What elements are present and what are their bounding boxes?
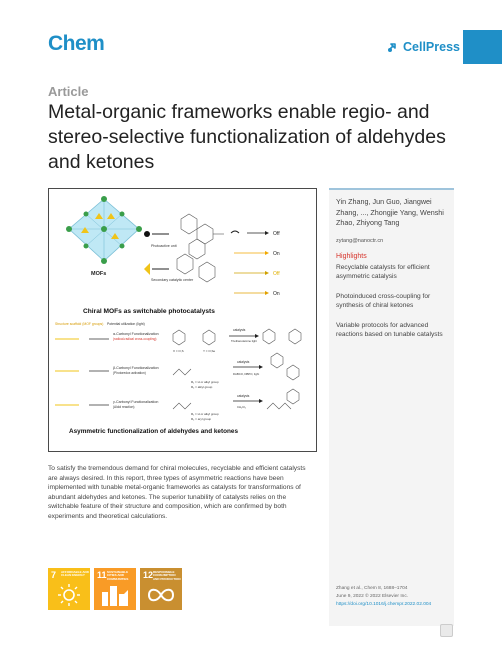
- row2-catalysts: catalysts: [237, 360, 250, 364]
- check-for-updates-icon[interactable]: [440, 624, 453, 637]
- col-catalysis-label: Potential utilization (light): [107, 322, 145, 326]
- sdg-badge-7[interactable]: [48, 568, 90, 610]
- row1-sub: (radical-radical cross-coupling): [113, 337, 157, 341]
- author-list[interactable]: Yin Zhang, Jun Guo, Jiangwei Zhang, ..., Zhongjie Yang, Wenshi Zhao, Zhiyong Tang: [336, 197, 444, 227]
- row2-title: β-Carbonyl Functionalization: [113, 366, 159, 370]
- sdg-badge-12[interactable]: [140, 568, 182, 610]
- sdg-number: 11: [97, 570, 107, 580]
- photoactive-dot-icon: [144, 231, 150, 237]
- doi-link[interactable]: https://doi.org/10.1016/j.chempr.2022.02.004: [336, 602, 432, 607]
- citation-date: June 9, 2022 © 2022 Elsevier Inc.: [336, 594, 409, 599]
- secondary-site-label: Secondary catalytic center: [151, 278, 194, 282]
- off-label-2: Off: [273, 271, 280, 277]
- citation-block: [336, 585, 431, 609]
- graphical-abstract: [48, 188, 317, 452]
- secondary-site-icon: [144, 263, 150, 275]
- cellpress-icon: [386, 40, 400, 54]
- row3-r1: R₁ = H or alkyl group: [191, 412, 219, 416]
- switch-row-2: [234, 251, 280, 257]
- row1-substrate-icon: [173, 330, 215, 345]
- sdg-badge-11[interactable]: [94, 568, 136, 610]
- highlight-item: Variable protocols for advanced reactions based on tunable catalysts: [336, 322, 443, 338]
- row3-conditions: CH₂Cl₂: [237, 405, 246, 409]
- row2-r1: R₁ = H or alkyl group: [191, 380, 219, 384]
- on-label-1: On: [273, 251, 280, 257]
- graphical-abstract-figure: [49, 189, 316, 451]
- row2-product-icon: [271, 353, 299, 380]
- on-label-2: On: [273, 291, 280, 297]
- switch-row-3: [234, 271, 280, 277]
- row2-conditions: DABCO, DBPO, light: [233, 372, 260, 376]
- row1-catalysts: catalysts: [233, 328, 246, 332]
- infinity-icon: [140, 582, 182, 608]
- row2-substrate-icon: [173, 369, 191, 375]
- corner-tab: [463, 30, 502, 64]
- col-structure-label: Structure scaffold (MOF groups): [55, 322, 104, 326]
- switch-row-4: [234, 291, 280, 297]
- ga-banner: Chiral MOFs as switchable photocatalysts: [83, 308, 215, 315]
- sdg-title: RESPONSIBLE CONSUMPTION AND PRODUCTION: [153, 570, 181, 581]
- sdg-number: 7: [51, 570, 57, 580]
- article-title: Metal-organic frameworks enable regio- and stereo-selective functionalization of aldehydes and ketones: [48, 101, 446, 173]
- row2-sub: (Photoredox activation): [113, 371, 146, 375]
- switch-row-1: [231, 231, 280, 237]
- highlight-item: Recyclable catalysts for efficient asymmetric catalysis: [336, 264, 430, 280]
- corresponding-email[interactable]: zytang@nanoctr.cn: [336, 238, 384, 244]
- row3-product-icon: [267, 389, 299, 409]
- journal-logo[interactable]: Chem: [48, 32, 105, 55]
- row1-reagent-2: Y = O,Se: [203, 349, 216, 353]
- sdg-number: 12: [143, 570, 154, 580]
- article-type: Article: [48, 84, 89, 99]
- highlights-heading: Highlights: [336, 253, 367, 260]
- mof-lattice-icon: [66, 196, 142, 264]
- ga-footer: Asymmetric functionalization of aldehydes and ketones: [69, 428, 239, 435]
- row3-sub: (Aldol reaction): [113, 405, 135, 409]
- publisher-name: CellPress: [403, 40, 460, 54]
- sdg-title: SUSTAINABLE CITIES AND COMMUNITIES: [107, 570, 129, 581]
- row3-title: γ-Carbonyl Functionalization: [113, 400, 159, 404]
- citation-line: Zhang et al., Chem 8, 1688–1704: [336, 586, 408, 591]
- row1-conditions: Triethanolamine light: [231, 339, 257, 343]
- row1-product-icon: [263, 329, 301, 344]
- row3-catalysts: catalysts: [237, 394, 250, 398]
- sun-icon: [48, 582, 90, 608]
- row2-r2: R₂ = alkyl group: [191, 385, 213, 389]
- row3-substrate-icon: [173, 403, 191, 409]
- photoactive-label: Photoactive unit: [151, 244, 177, 248]
- highlight-item: Photoinduced cross-coupling for synthesis of chiral ketones: [336, 293, 431, 309]
- abstract-text: To satisfy the tremendous demand for chiral molecules, recyclable and efficient catalysts are always desired. In this report, three types of asymmetric reactions have been implemented with tunable metal-organic frameworks as catalysts for transformations of abundant aldehydes and ketones. The superior tunability of catalysts relies on the switchable feature of their structure and composition, which are confirmed by both experiments and theoretical calculations.: [48, 465, 306, 520]
- off-label-1: Off: [273, 231, 280, 237]
- row1-reagent-1: X = O,S: [173, 349, 184, 353]
- mofs-label: MOFs: [91, 271, 107, 277]
- row3-r2: R₂ = aryl group: [191, 417, 212, 421]
- sdg-title: AFFORDABLE AND CLEAN ENERGY: [61, 570, 89, 578]
- row1-title: α-Carbonyl Functionalization: [113, 332, 159, 336]
- molecule-cluster-icon: [177, 214, 224, 282]
- publisher-logo[interactable]: [386, 40, 460, 54]
- city-icon: [94, 582, 136, 608]
